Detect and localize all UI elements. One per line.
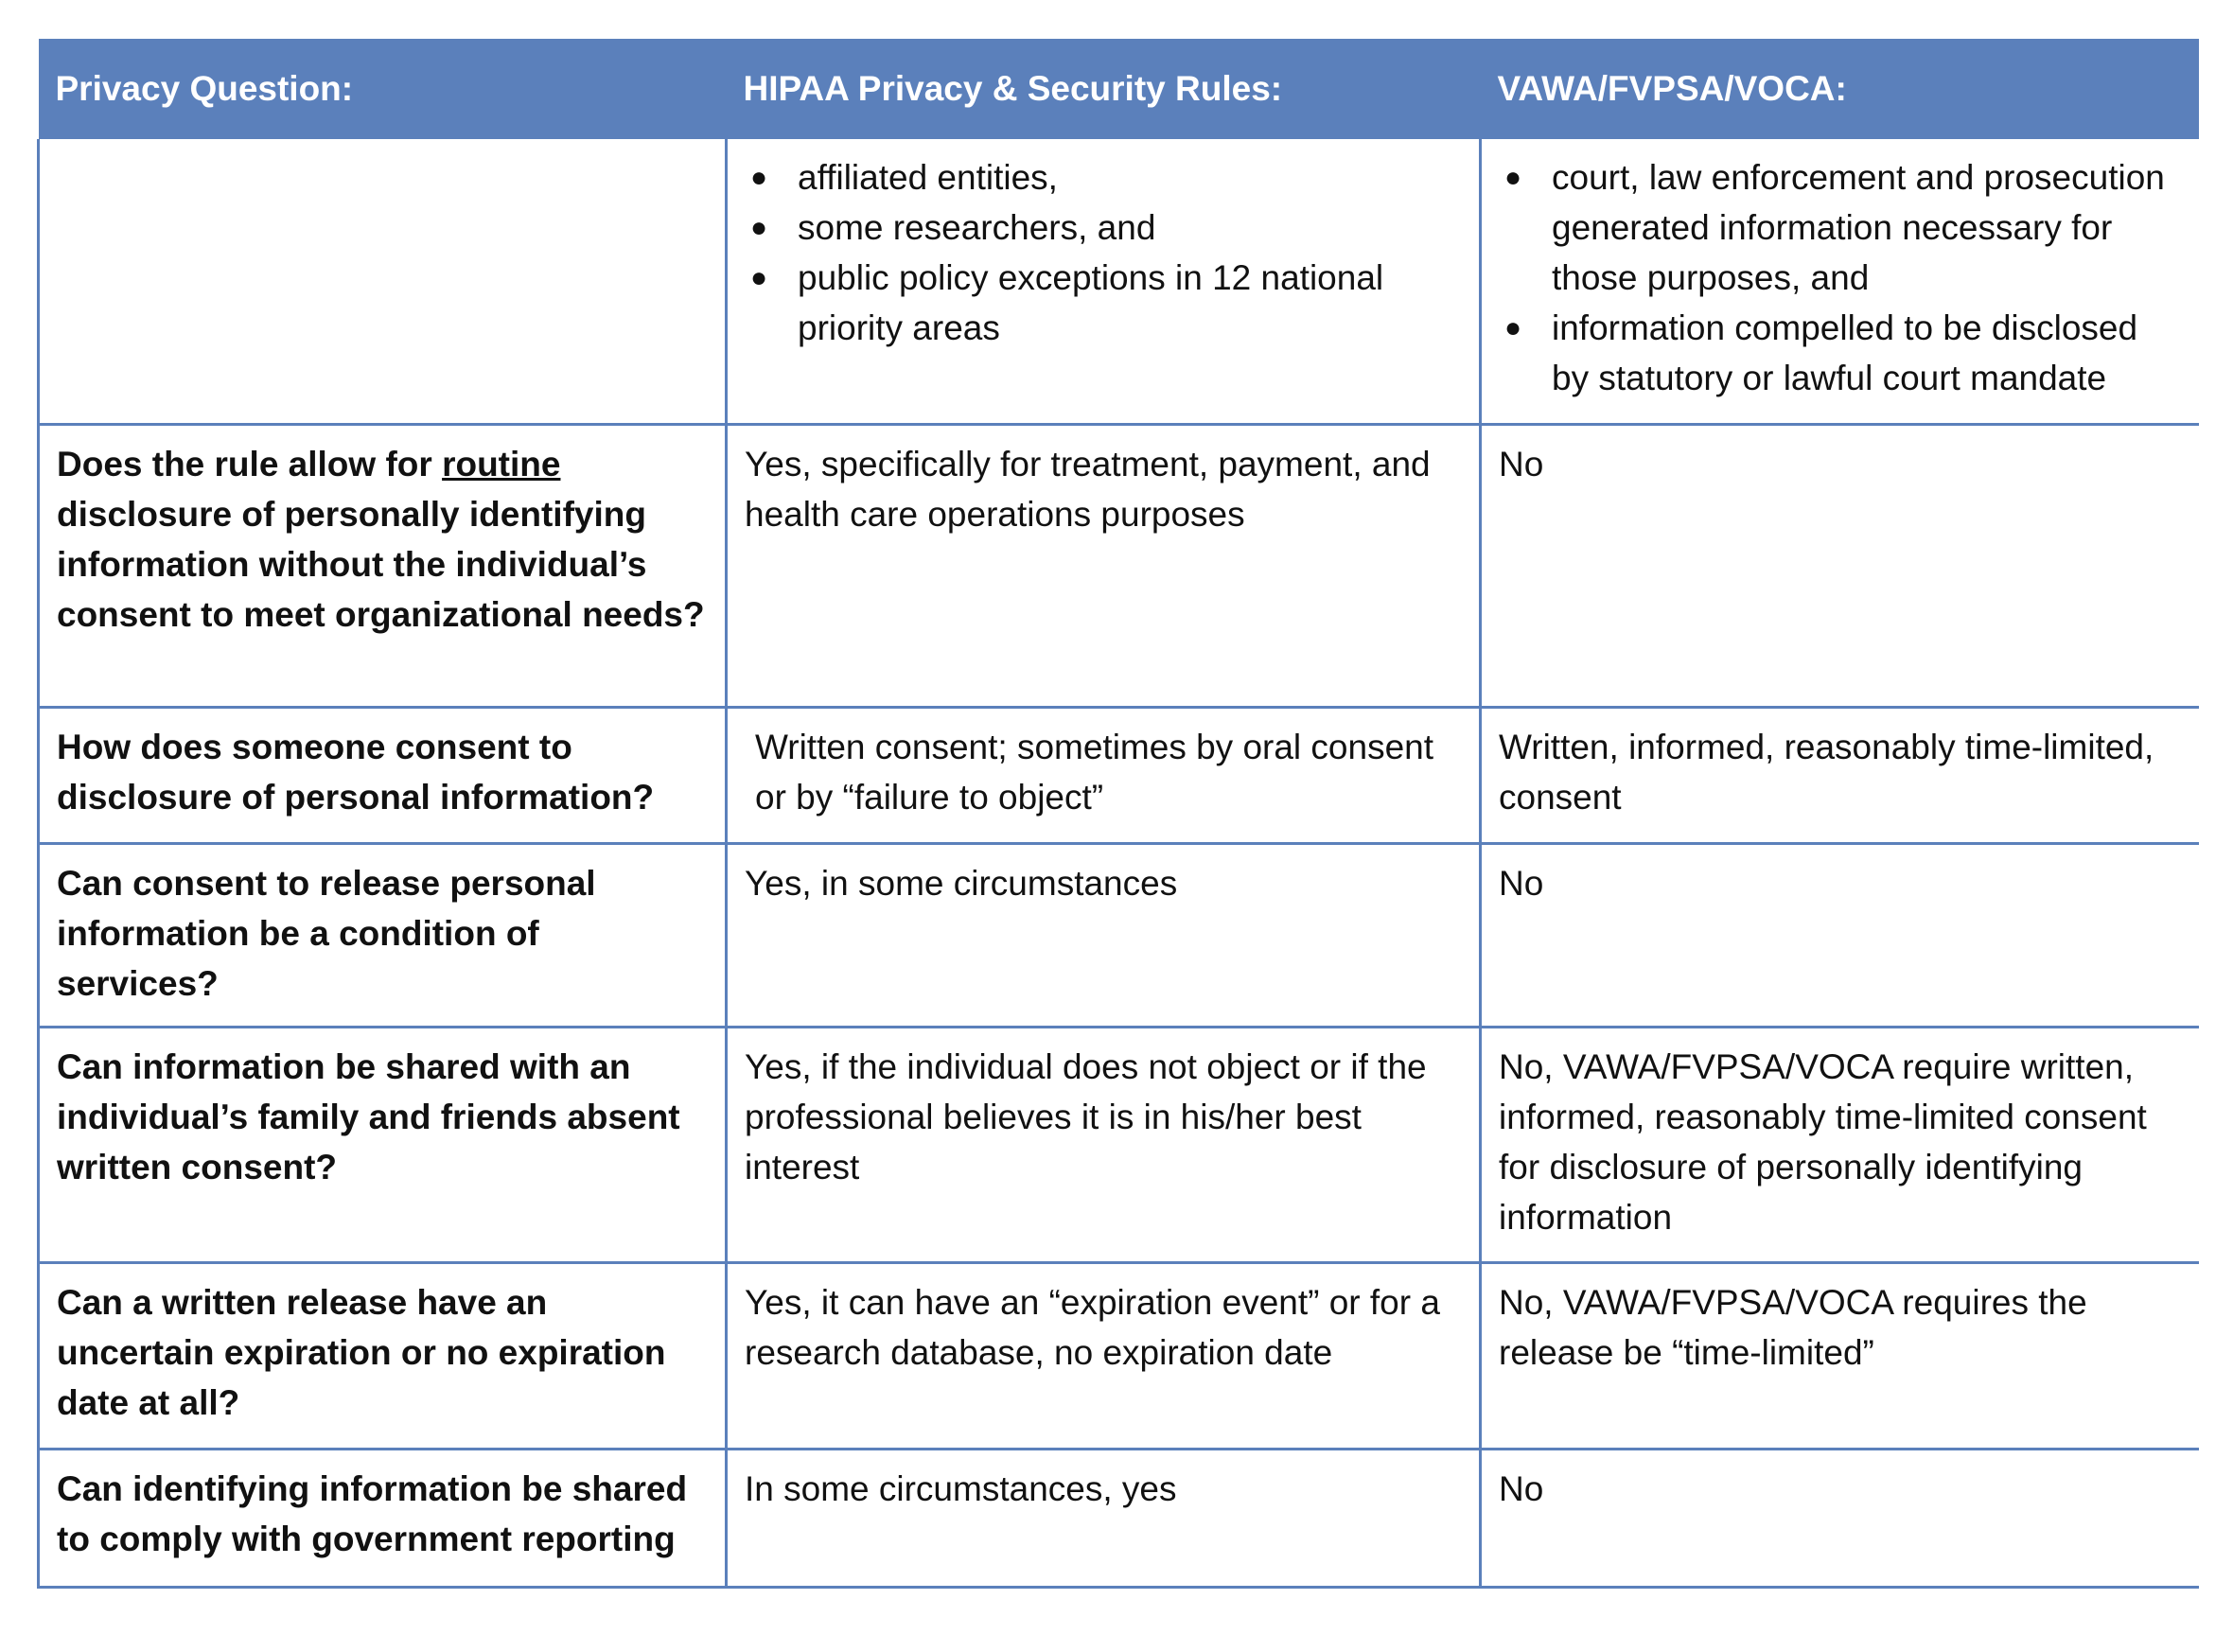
list-item: ● information compelled to be disclosed by statutory or lawful court mandate	[1499, 303, 2182, 403]
vawa-cell: No	[1481, 843, 2199, 1027]
table-row	[39, 1027, 2199, 1262]
hipaa-cell	[727, 139, 1481, 424]
privacy-comparison-table	[37, 39, 2199, 1589]
vawa-cell: Written, informed, reasonably time-limited, consent	[1481, 707, 2199, 843]
list-item: ● court, law enforcement and prosecution generated information necessary for those purposes, and	[1499, 152, 2182, 303]
question-cell-empty	[39, 139, 727, 424]
header-vawa: VAWA/FVPSA/VOCA:	[1481, 39, 2199, 139]
list-item: ● public policy exceptions in 12 national priority areas	[745, 253, 1462, 353]
list-item: ● affiliated entities,	[745, 152, 1462, 202]
table-row	[39, 424, 2199, 707]
vawa-cell: No	[1481, 1449, 2199, 1587]
question-cell: Can consent to release personal information be a condition of services?	[39, 843, 727, 1027]
header-privacy-question: Privacy Question:	[39, 39, 727, 139]
hipaa-cell: Yes, in some circumstances	[727, 843, 1481, 1027]
bullet-icon: ●	[750, 212, 768, 243]
bullet-icon: ●	[1504, 312, 1522, 343]
hipaa-cell: Yes, specifically for treatment, payment, and health care operations purposes	[727, 424, 1481, 707]
hipaa-cell: Written consent; sometimes by oral consent or by “failure to object”	[727, 707, 1481, 843]
question-cell: Does the rule allow for routine disclosure of personally identifying information without the individual’s consent to meet organizational needs?	[39, 424, 727, 707]
table-row	[39, 1449, 2199, 1587]
hipaa-cell: In some circumstances, yes	[727, 1449, 1481, 1587]
hipaa-cell: Yes, it can have an “expiration event” or for a research database, no expiration date	[727, 1262, 1481, 1449]
header-hipaa: HIPAA Privacy & Security Rules:	[727, 39, 1481, 139]
header-row	[39, 39, 2199, 139]
table-row	[39, 1262, 2199, 1449]
underlined-word: routine	[442, 444, 561, 483]
vawa-bullet-list	[1499, 152, 2182, 403]
table-row	[39, 843, 2199, 1027]
vawa-cell: No, VAWA/FVPSA/VOCA require written, informed, reasonably time-limited consent for disclosure of personally identifying information	[1481, 1027, 2199, 1262]
vawa-cell: No, VAWA/FVPSA/VOCA requires the release be “time-limited”	[1481, 1262, 2199, 1449]
bullet-icon: ●	[750, 262, 768, 293]
table-row	[39, 707, 2199, 843]
hipaa-cell: Yes, if the individual does not object or if the professional believes it is in his/her best interest	[727, 1027, 1481, 1262]
question-cell: Can information be shared with an individual’s family and friends absent written consent?	[39, 1027, 727, 1262]
bullet-icon: ●	[1504, 162, 1522, 193]
question-cell: Can identifying information be shared to comply with government reporting	[39, 1449, 727, 1587]
vawa-cell: No	[1481, 424, 2199, 707]
table-row	[39, 139, 2199, 424]
question-cell: Can a written release have an uncertain expiration or no expiration date at all?	[39, 1262, 727, 1449]
question-cell: How does someone consent to disclosure of personal information?	[39, 707, 727, 843]
vawa-cell	[1481, 139, 2199, 424]
hipaa-bullet-list	[745, 152, 1462, 353]
list-item: ● some researchers, and	[745, 202, 1462, 253]
bullet-icon: ●	[750, 162, 768, 193]
